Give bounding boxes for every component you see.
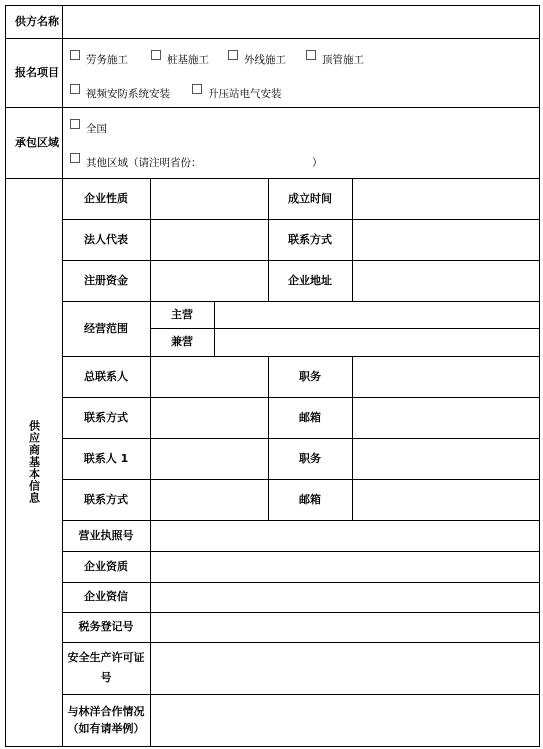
position-field[interactable] (353, 357, 539, 397)
enterprise-credit-field[interactable] (151, 583, 539, 612)
enterprise-nature-field[interactable] (151, 179, 268, 219)
established-time-field[interactable] (353, 179, 539, 219)
project-option-video-security[interactable] (70, 86, 170, 101)
main-business-label: 主营 (171, 307, 193, 321)
option-label: 劳务施工 (86, 54, 128, 66)
checkbox-icon[interactable] (70, 50, 80, 60)
checkbox-icon[interactable] (70, 153, 80, 163)
safety-license-label: 安全生产许可证号 (67, 651, 145, 684)
option-label: 视频安防系统安装 (86, 88, 170, 100)
contact-method-label: 联系方式 (288, 232, 332, 246)
legal-rep-field[interactable] (151, 220, 268, 260)
option-label: 其他区域（请注明省份： (86, 157, 202, 169)
basic-info-label (5, 178, 62, 746)
contact-1-label: 联系人 1 (83, 451, 129, 465)
option-label: 外线施工 (244, 54, 286, 66)
option-label: 全国 (86, 123, 107, 135)
position-2-field[interactable] (353, 439, 539, 479)
enterprise-address-field[interactable] (353, 261, 539, 301)
project-label: 报名项目 (15, 65, 59, 79)
enterprise-credit-label: 企业资信 (84, 590, 128, 603)
project-option-labor[interactable] (70, 52, 128, 67)
enterprise-qualification-field[interactable] (151, 552, 539, 582)
position-2-label: 职务 (299, 451, 321, 465)
email-2-field[interactable] (353, 480, 539, 520)
region-option-other[interactable] (70, 155, 202, 170)
checkbox-icon[interactable] (228, 50, 238, 60)
email-2-label: 邮箱 (299, 492, 321, 506)
general-contact-label: 总联系人 (84, 369, 128, 383)
business-license-field[interactable] (151, 521, 539, 551)
enterprise-qualification-label: 企业资质 (84, 559, 128, 573)
region-label: 承包区域 (15, 135, 59, 149)
contact-method-field[interactable] (353, 220, 539, 260)
contact-1-field[interactable] (151, 439, 268, 479)
checkbox-icon[interactable] (306, 50, 316, 60)
contact-method-3-field[interactable] (151, 480, 268, 520)
contact-method-3-label: 联系方式 (84, 492, 128, 506)
supplier-name-label: 供方名称 (15, 14, 59, 28)
project-option-substation[interactable] (192, 86, 282, 101)
checkbox-icon[interactable] (151, 50, 161, 60)
general-contact-field[interactable] (151, 357, 268, 397)
registered-capital-field[interactable] (151, 261, 268, 301)
checkbox-icon[interactable] (70, 84, 80, 94)
tax-registration-label: 税务登记号 (78, 620, 134, 633)
email-label: 邮箱 (299, 410, 321, 424)
basic-info-text: 供应商基本信息 (27, 420, 41, 504)
business-license-label: 营业执照号 (78, 528, 134, 542)
region-option-nationwide[interactable] (70, 121, 107, 136)
project-option-pile[interactable] (151, 52, 209, 67)
enterprise-nature-label: 企业性质 (84, 191, 128, 205)
option-label: 顶管施工 (322, 54, 364, 66)
side-business-label: 兼营 (171, 335, 193, 348)
established-time-label: 成立时间 (288, 191, 332, 205)
enterprise-address-label: 企业地址 (288, 273, 332, 287)
project-option-external-line[interactable] (228, 52, 286, 67)
cooperation-label: 与林洋合作情况（如有请举例） (67, 705, 145, 735)
option-label: 桩基施工 (167, 54, 209, 66)
main-business-field[interactable] (215, 302, 539, 328)
safety-license-field[interactable] (151, 643, 539, 694)
business-scope-label: 经营范围 (84, 321, 128, 335)
registered-capital-label: 注册资金 (84, 273, 128, 287)
position-label: 职务 (299, 369, 321, 383)
checkbox-icon[interactable] (70, 119, 80, 129)
region-option-close-paren: ） (312, 157, 323, 169)
project-option-pipe-jacking[interactable] (306, 52, 364, 67)
email-field[interactable] (353, 398, 539, 438)
legal-rep-label: 法人代表 (84, 232, 128, 246)
supplier-name-field[interactable] (63, 6, 539, 38)
checkbox-icon[interactable] (192, 84, 202, 94)
option-label: 升压站电气安装 (208, 88, 282, 100)
tax-registration-field[interactable] (151, 613, 539, 642)
contact-method-2-label: 联系方式 (84, 410, 128, 424)
contact-method-2-field[interactable] (151, 398, 268, 438)
side-business-field[interactable] (215, 329, 539, 356)
cooperation-field[interactable] (151, 695, 539, 746)
